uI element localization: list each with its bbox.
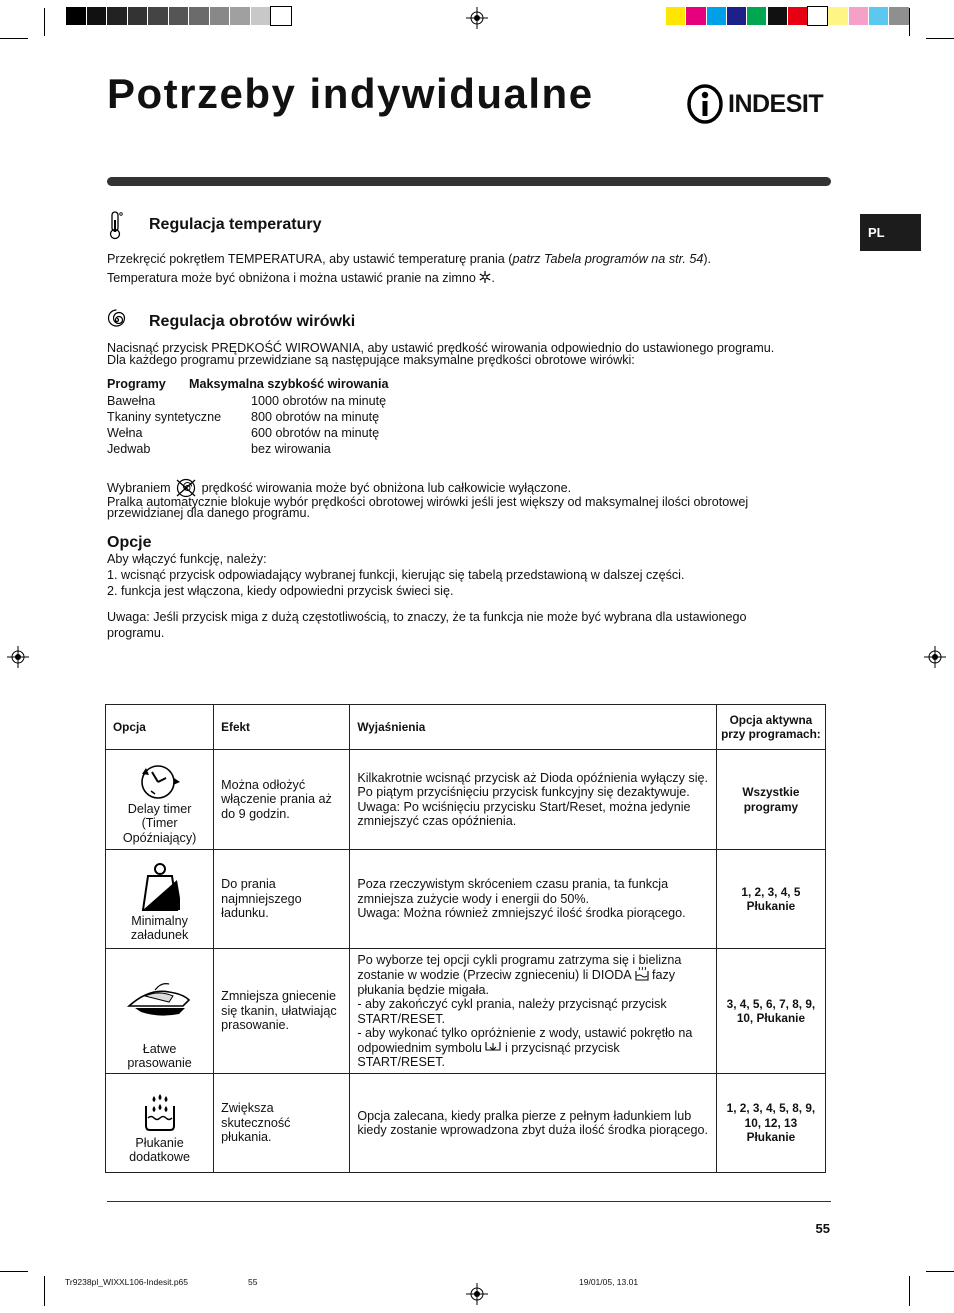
options-heading: Opcje bbox=[107, 534, 152, 551]
color-swatch bbox=[808, 7, 827, 25]
spin-speed: 800 obrotów na minutę bbox=[251, 410, 380, 424]
crop-mark bbox=[909, 8, 910, 36]
effect-cell: Można odłożyć włączenie prania aż do 9 godzin. bbox=[214, 750, 350, 850]
spin-program: Wełna bbox=[107, 426, 143, 440]
option-cell bbox=[106, 949, 214, 1074]
spin-speed: 600 obrotów na minutę bbox=[251, 426, 380, 440]
color-swatch bbox=[727, 7, 746, 25]
spin-table-header-programs: Programy bbox=[107, 377, 166, 391]
table-row bbox=[106, 850, 826, 949]
temperature-line-1 bbox=[107, 253, 711, 266]
header-explanation: Wyjaśnienia bbox=[350, 705, 717, 750]
temperature-text-end: ). bbox=[703, 252, 712, 266]
extra-rinse-icon bbox=[140, 1092, 180, 1132]
delay-timer-icon bbox=[136, 758, 184, 802]
temperature-line-2 bbox=[107, 271, 495, 285]
option-name: Łatwe prasowanie bbox=[127, 1041, 192, 1070]
color-swatch bbox=[747, 7, 766, 25]
temperature-heading: Regulacja temperatury bbox=[149, 216, 322, 233]
program-table-reference: patrz Tabela programów na str. 54 bbox=[512, 252, 704, 266]
header-option: Opcja bbox=[106, 705, 214, 750]
header-effect: Efekt bbox=[214, 705, 350, 750]
spin-speed: bez wirowania bbox=[251, 442, 331, 456]
crop-mark bbox=[44, 1276, 45, 1306]
programs-cell: Wszystkie programy bbox=[716, 750, 825, 850]
easy-iron-text-b: fazy płukania będzie migała. - aby zakończyć cykl prania, należy przycisnąć przycisk START/RESET. - aby wykonać tylko opróżnienie z wody, ustawić pokrętło na odpowiednim symbolu bbox=[357, 968, 693, 1055]
options-table bbox=[105, 704, 826, 1173]
page-number: 55 bbox=[815, 1221, 830, 1236]
snowflake-icon bbox=[479, 271, 491, 283]
registration-mark-icon bbox=[466, 7, 488, 29]
options-step-1: 1. wcisnąć przycisk odpowiadający wybranej funkcji, kierując się tabelą przedstawioną w dalszej części. bbox=[107, 568, 685, 582]
spin-spiral-icon bbox=[106, 309, 128, 331]
table-header-row bbox=[106, 705, 826, 750]
programs-cell: 1, 2, 3, 4, 5, 8, 9, 10, 12, 13 Płukanie bbox=[716, 1074, 825, 1173]
easy-iron-text-a: Po wyborze tej opcji cykli programu zatrzyma się i bielizna zostanie w wodzie (Przeciw zgnieceniu) li DIODA bbox=[357, 952, 682, 982]
crop-mark bbox=[0, 1271, 28, 1272]
spin-heading: Regulacja obrotów wirówki bbox=[149, 313, 356, 330]
spin-intro-2: Dla każdego programu przewidziane są następujące maksymalne prędkości obrotowe wirówki: bbox=[107, 353, 635, 367]
easy-iron-text-c: i przycisnąć przycisk START/RESET. bbox=[357, 1040, 620, 1069]
color-swatch bbox=[869, 7, 888, 25]
gray-swatch bbox=[87, 7, 107, 25]
crop-mark bbox=[926, 1271, 954, 1272]
spin-program: Tkaniny syntetyczne bbox=[107, 410, 222, 424]
explanation-cell bbox=[350, 949, 717, 1074]
weight-load-icon bbox=[140, 862, 180, 912]
explanation-cell: Kilkakrotnie wcisnąć przycisk aż Dioda opóźnienia wyłączy się. Po piątym przyciśnięciu przycisk funkcyjny się dezaktywuje. Uwaga: Po wciśnięciu przycisku Start/Reset, można jedynie zmniejszyć czas opóźnienia. bbox=[350, 750, 717, 850]
options-step-2: 2. funkcja jest włączona, kiedy odpowiedni przycisk świeci się. bbox=[107, 584, 454, 598]
crop-mark bbox=[0, 38, 28, 39]
color-swatch bbox=[686, 7, 705, 25]
spin-program: Bawełna bbox=[107, 394, 156, 408]
programs-cell: 1, 2, 3, 4, 5 Płukanie bbox=[716, 850, 825, 949]
spin-speed: 1000 obrotów na minutę bbox=[251, 394, 387, 408]
gray-swatch bbox=[251, 7, 271, 25]
crop-mark bbox=[909, 1276, 910, 1306]
table-row bbox=[106, 750, 826, 850]
gray-swatch bbox=[210, 7, 230, 25]
spin-block-1: Pralka automatycznie blokuje wybór prędkości obrotowej wirówki jeśli jest większy od maksymalnej ilości obrotowej bbox=[107, 495, 749, 509]
gray-swatch bbox=[230, 7, 250, 25]
header-rule bbox=[107, 177, 831, 186]
options-note-1: Uwaga: Jeśli przycisk miga z dużą częstotliwością, to znaczy, że ta funkcja nie może być wybrana dla ustawionego bbox=[107, 610, 747, 624]
crop-mark bbox=[44, 8, 45, 36]
registration-mark-icon bbox=[924, 646, 946, 668]
gray-swatch bbox=[189, 7, 209, 25]
temperature-period: . bbox=[491, 271, 495, 285]
temperature-text: Przekręcić pokrętłem TEMPERATURA, aby ustawić temperaturę prania ( bbox=[107, 252, 513, 266]
footer-rule bbox=[107, 1201, 831, 1202]
color-swatch bbox=[889, 7, 908, 25]
spin-table-header-speed: Maksymalna szybkość wirowania bbox=[189, 377, 389, 391]
spin-program: Jedwab bbox=[107, 442, 151, 456]
temperature-cold-text: Temperatura może być obniżona i można ustawić pranie na zimno bbox=[107, 271, 476, 285]
spin-block-2: przewidzianej dla danego programu. bbox=[107, 506, 311, 520]
option-cell bbox=[106, 750, 214, 850]
registration-mark-icon bbox=[7, 646, 29, 668]
thermometer-icon bbox=[107, 210, 123, 240]
gray-swatch bbox=[271, 7, 291, 25]
brand-logo bbox=[686, 83, 836, 125]
table-row bbox=[106, 1074, 826, 1173]
footer-file: Tr9238pl_WIXXL106-Indesit.p65 bbox=[65, 1277, 189, 1287]
language-badge: PL bbox=[860, 214, 921, 251]
footer-page: 55 bbox=[248, 1277, 258, 1287]
spin-note-pre: Wybraniem bbox=[107, 481, 171, 495]
option-name: Płukanie dodatkowe bbox=[129, 1135, 191, 1164]
spin-note-post: prędkość wirowania może być obniżona lub całkowicie wyłączone. bbox=[201, 481, 572, 495]
iron-icon bbox=[125, 980, 195, 1020]
rinse-phase-icon bbox=[635, 967, 649, 981]
option-name: Minimalny załadunek bbox=[130, 913, 189, 942]
options-note-2: programu. bbox=[107, 626, 165, 640]
header-programs: Opcja aktywna przy programach: bbox=[716, 705, 825, 750]
explanation-cell: Opcja zalecana, kiedy pralka pierze z pełnym ładunkiem lub kiedy zostanie wprowadzona zbyt duża ilość środka piorącego. bbox=[350, 1074, 717, 1173]
programs-cell: 3, 4, 5, 6, 7, 8, 9, 10, Płukanie bbox=[716, 949, 825, 1074]
gray-swatch bbox=[148, 7, 168, 25]
indesit-emblem-icon bbox=[686, 84, 724, 124]
options-intro: Aby włączyć funkcję, należy: bbox=[107, 552, 267, 566]
page-title: Potrzeby indywidualne bbox=[107, 70, 594, 117]
drain-symbol-icon bbox=[485, 1041, 501, 1053]
gray-swatch bbox=[107, 7, 127, 25]
gray-swatch bbox=[128, 7, 148, 25]
spin-intro-1: Nacisnąć przycisk PRĘDKOŚĆ WIROWANIA, aby ustawić prędkość wirowania odpowiednio do ustawionego programu. bbox=[107, 341, 775, 355]
color-swatch bbox=[849, 7, 868, 25]
option-name: Delay timer (Timer Opóźniający) bbox=[122, 801, 197, 845]
brand-name: INDESIT bbox=[728, 89, 824, 118]
registration-mark-icon bbox=[466, 1283, 488, 1305]
option-cell bbox=[106, 1074, 214, 1173]
option-cell bbox=[106, 850, 214, 949]
crop-mark bbox=[926, 38, 954, 39]
table-row bbox=[106, 949, 826, 1074]
effect-cell: Do prania najmniejszego ładunku. bbox=[214, 850, 350, 949]
color-swatch bbox=[788, 7, 807, 25]
effect-cell: Zmniejsza gniecenie się tkanin, ułatwiając prasowanie. bbox=[214, 949, 350, 1074]
color-swatch bbox=[707, 7, 726, 25]
effect-cell: Zwiększa skuteczność płukania. bbox=[214, 1074, 350, 1173]
color-swatch bbox=[768, 7, 787, 25]
footer-timestamp: 19/01/05, 13.01 bbox=[579, 1277, 639, 1287]
gray-swatch bbox=[66, 7, 86, 25]
color-swatch bbox=[828, 7, 847, 25]
color-swatch bbox=[666, 7, 685, 25]
explanation-cell: Poza rzeczywistym skróceniem czasu prania, ta funkcja zmniejsza zużycie wody i energii do 50%. Uwaga: Można również zmniejszyć ilość środka piorącego. bbox=[350, 850, 717, 949]
gray-swatch bbox=[169, 7, 189, 25]
